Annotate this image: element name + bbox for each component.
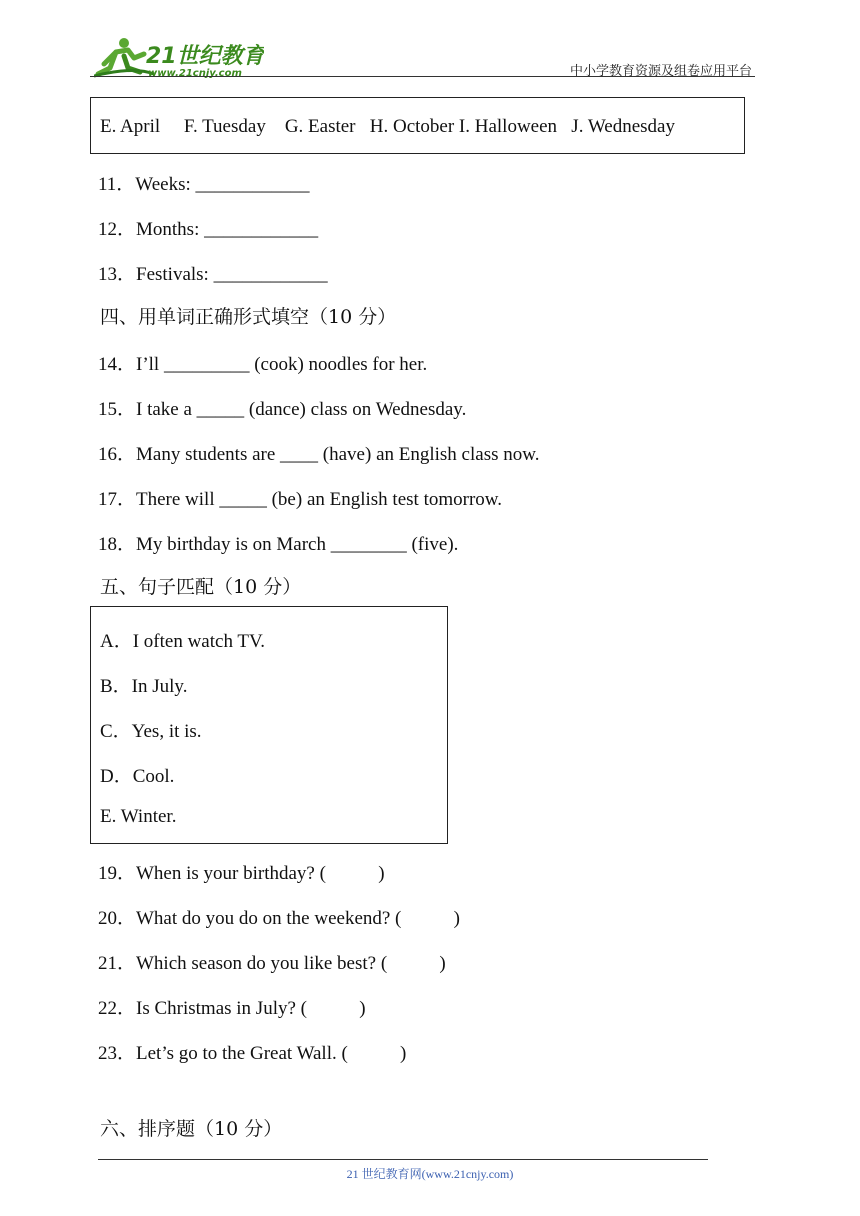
runner-logo-icon	[94, 34, 264, 80]
question-11: 11．Weeks: ____________	[98, 174, 310, 195]
option-e: E. Winter.	[100, 806, 177, 827]
question-16: 16．Many students are ____ (have) an English class now.	[98, 444, 540, 465]
footer-divider	[98, 1159, 708, 1160]
option-d: D．Cool.	[100, 766, 175, 787]
question-21: 21．Which season do you like best? ( )	[98, 953, 446, 974]
header-divider	[90, 76, 755, 77]
option-b: B．In July.	[100, 676, 188, 697]
question-15: 15．I take a _____ (dance) class on Wednesday.	[98, 399, 467, 420]
section-5-title: 五、句子匹配（10 分）	[100, 576, 302, 598]
section-6-title: 六、排序题（10 分）	[100, 1118, 283, 1140]
question-18: 18．My birthday is on March ________ (five).	[98, 534, 459, 555]
logo-title: 21世纪教育	[146, 44, 264, 69]
question-13: 13．Festivals: ____________	[98, 264, 328, 285]
question-19: 19．When is your birthday? ( )	[98, 863, 385, 884]
word-bank-text: E. April F. Tuesday G. Easter H. October I. Halloween J. Wednesday	[100, 116, 675, 137]
question-23: 23．Let’s go to the Great Wall. ( )	[98, 1043, 407, 1064]
question-12: 12．Months: ____________	[98, 219, 319, 240]
header-platform-text: 中小学教育资源及组卷应用平台	[570, 64, 753, 79]
question-17: 17．There will _____ (be) an English test tomorrow.	[98, 489, 503, 510]
site-logo	[94, 34, 264, 80]
option-a: A．I often watch TV.	[100, 631, 265, 652]
logo-url: www.21cnjy.com	[148, 68, 242, 79]
word-bank-box	[90, 97, 745, 154]
question-20: 20．What do you do on the weekend? ( )	[98, 908, 460, 929]
footer-link[interactable]: 21 世纪教育网(www.21cnjy.com)	[346, 1167, 514, 1181]
section-4-title: 四、用单词正确形式填空（10 分）	[100, 306, 397, 328]
answer-options-box	[90, 606, 448, 844]
question-14: 14．I’ll _________ (cook) noodles for her.	[98, 354, 428, 375]
question-22: 22．Is Christmas in July? ( )	[98, 998, 366, 1019]
option-c: C．Yes, it is.	[100, 721, 202, 742]
